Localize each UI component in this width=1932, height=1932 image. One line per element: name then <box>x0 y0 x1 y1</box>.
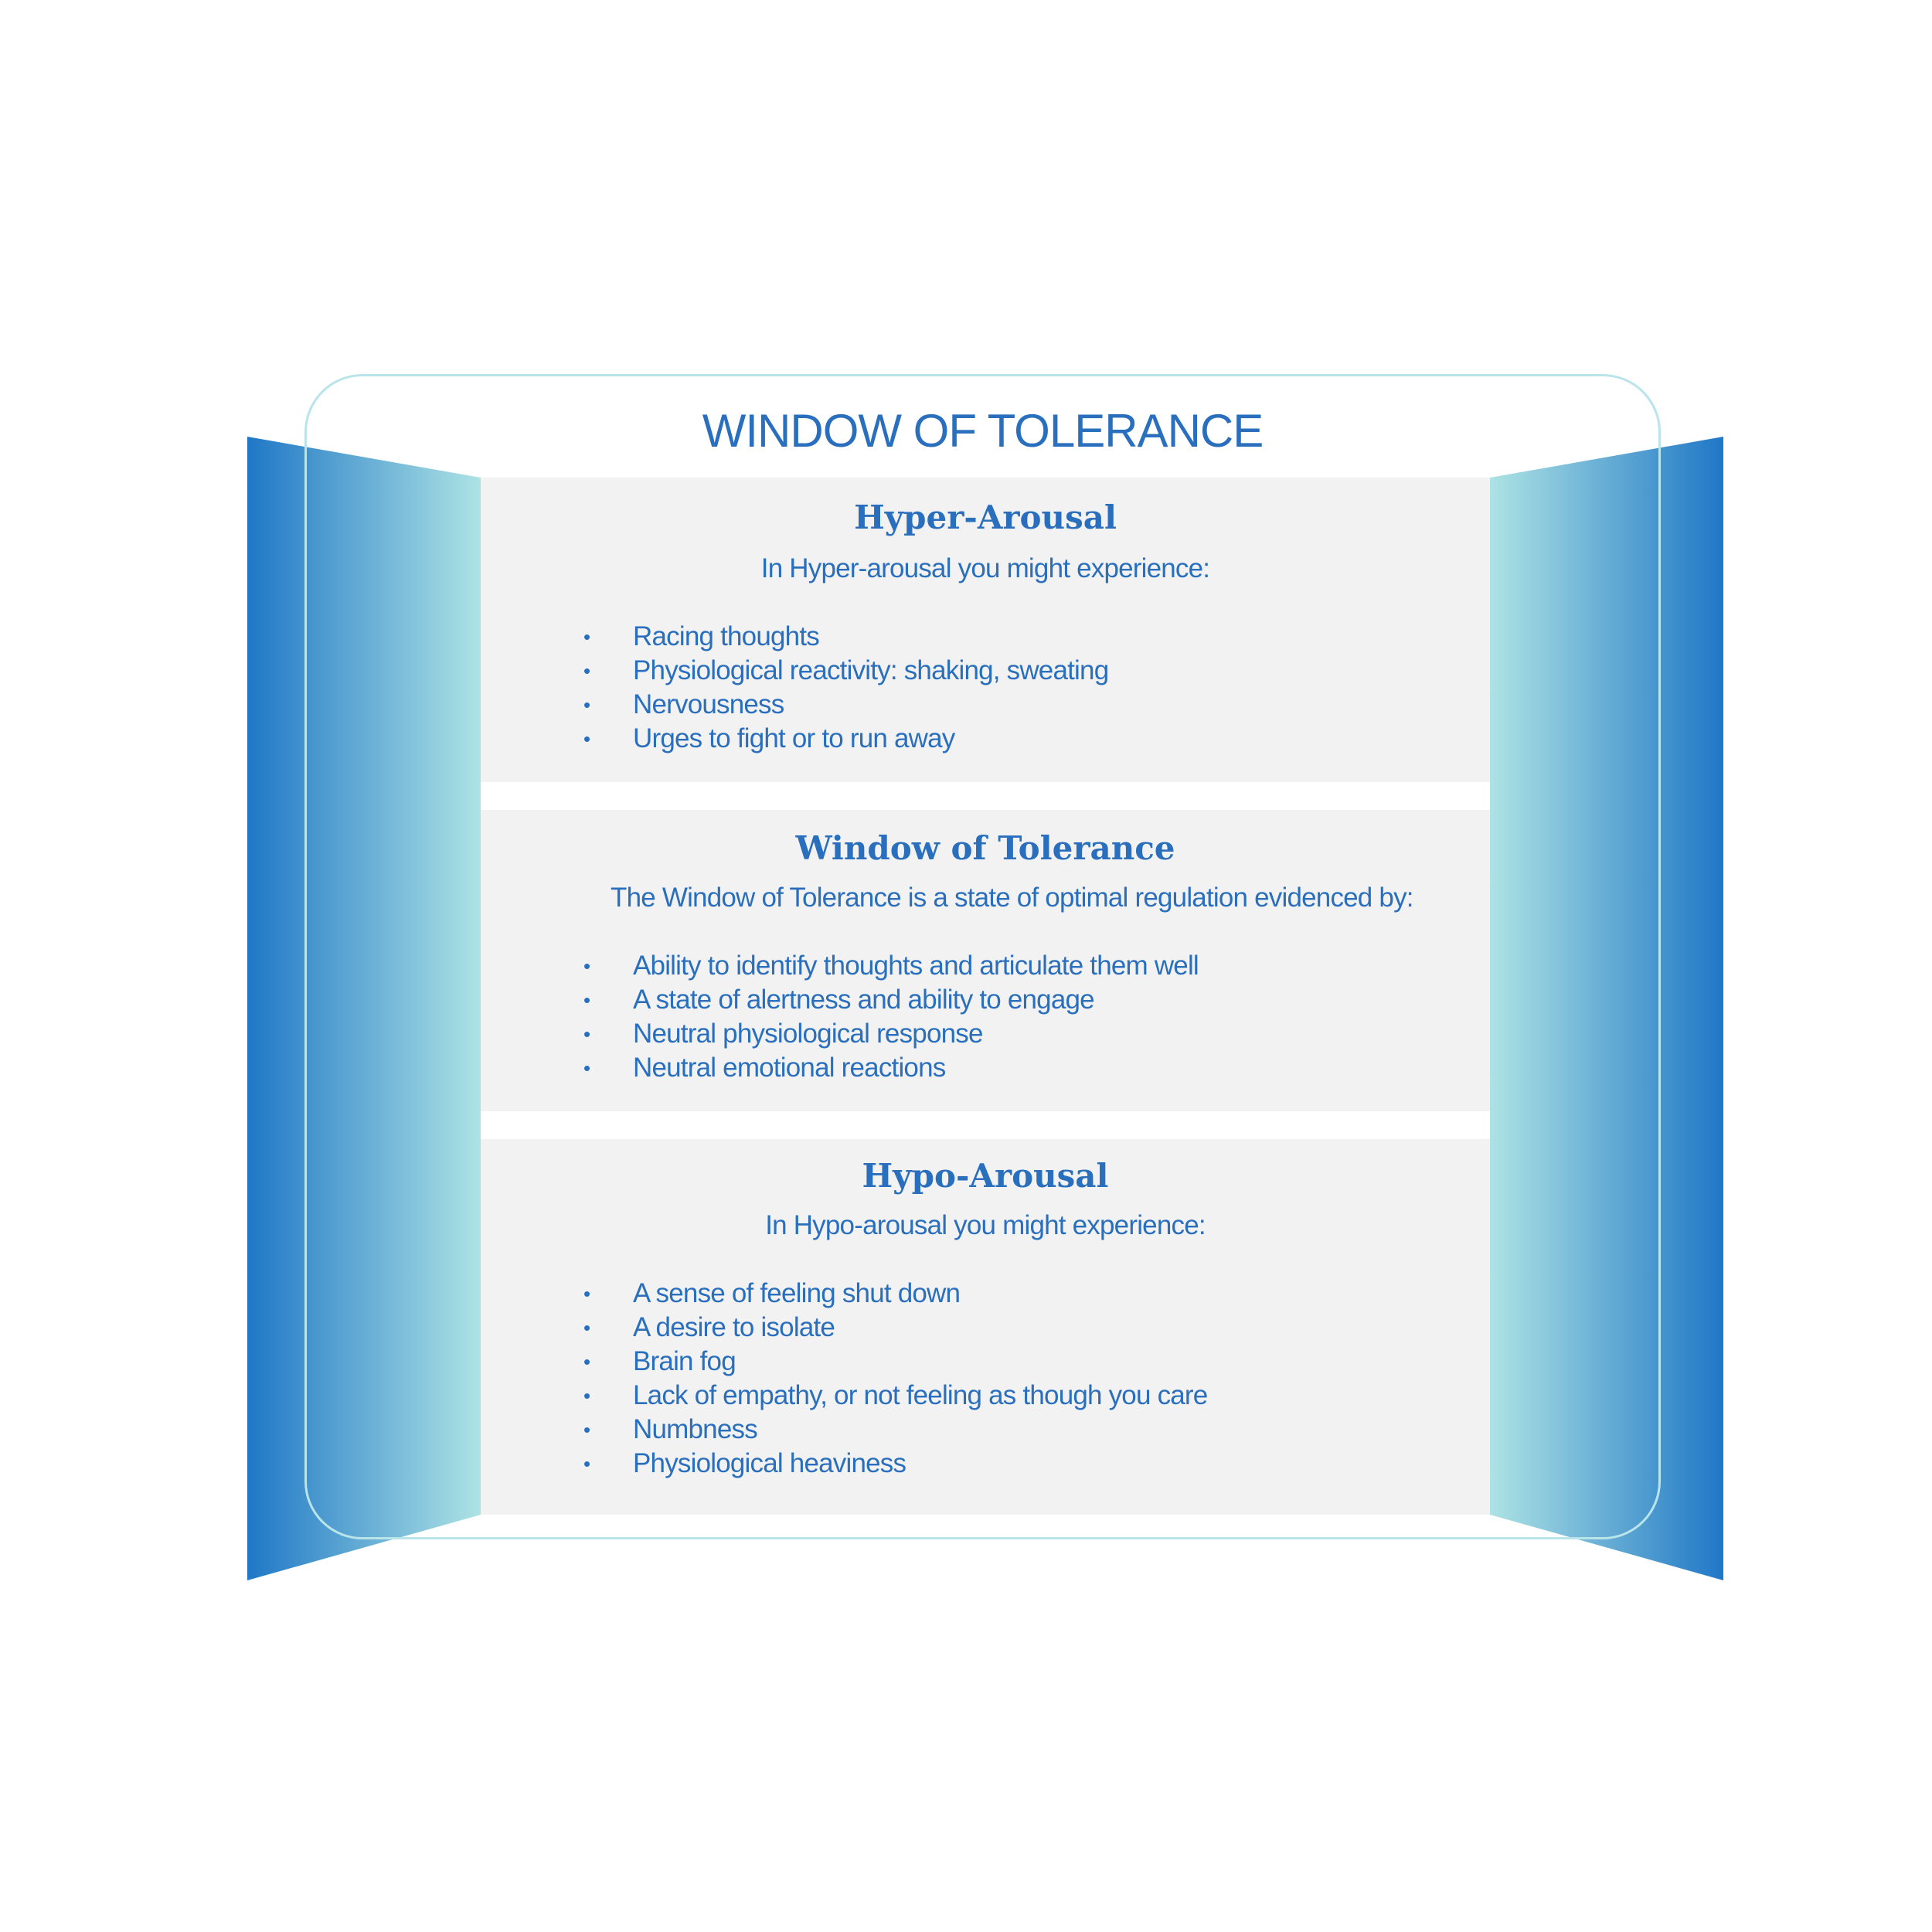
bullet-icon: • <box>583 1056 590 1080</box>
window-of-tolerance-heading: Window of Tolerance <box>795 829 1175 867</box>
bullet-icon: • <box>583 988 590 1012</box>
window-of-tolerance-panel: Window of Tolerance The Window of Tolerance is a state of optimal regulation evidenced by: • Ability to identify thoughts and articulate them well • A state of alertness and ability to engage • Neutral physiological response • Neutral emotional reactions <box>481 810 1490 1111</box>
hypo-arousal-heading: Hypo-Arousal <box>862 1157 1109 1195</box>
bullet-icon: • <box>583 625 590 648</box>
right-shutter <box>1490 437 1723 1580</box>
left-shutter <box>247 437 481 1580</box>
bullet-icon: • <box>583 693 590 716</box>
hyper-arousal-heading: Hyper-Arousal <box>854 498 1117 536</box>
bullet-icon: • <box>583 1452 590 1475</box>
diagram-title: WINDOW OF TOLERANCE <box>702 405 1264 457</box>
bullet-icon: • <box>583 954 590 978</box>
bullet-icon: • <box>583 727 590 750</box>
hyper-arousal-intro: In Hyper-arousal you might experience: <box>760 553 1210 583</box>
bullet-icon: • <box>583 1022 590 1046</box>
hypo-arousal-panel: Hypo-Arousal In Hypo-arousal you might experience: • A sense of feeling shut down • A desire to isolate • Brain fog • Lack of empathy, or not feeling as though you care • Numbness • Physiological heaviness <box>481 1139 1490 1515</box>
bullet-icon: • <box>583 659 590 682</box>
bullet-icon: • <box>583 1384 590 1407</box>
bullet-icon: • <box>583 1282 590 1305</box>
bullet-icon: • <box>583 1316 590 1339</box>
bullet-icon: • <box>583 1350 590 1373</box>
hypo-arousal-intro: In Hypo-arousal you might experience: <box>765 1210 1206 1240</box>
window-of-tolerance-intro: The Window of Tolerance is a state of optimal regulation evidenced by: <box>611 883 1413 913</box>
hyper-arousal-panel: Hyper-Arousal In Hyper-arousal you might experience: • Racing thoughts • Physiological reactivity: shaking, sweating • Nervousness • Urges to fight or to run away <box>481 478 1490 782</box>
bullet-icon: • <box>583 1418 590 1441</box>
